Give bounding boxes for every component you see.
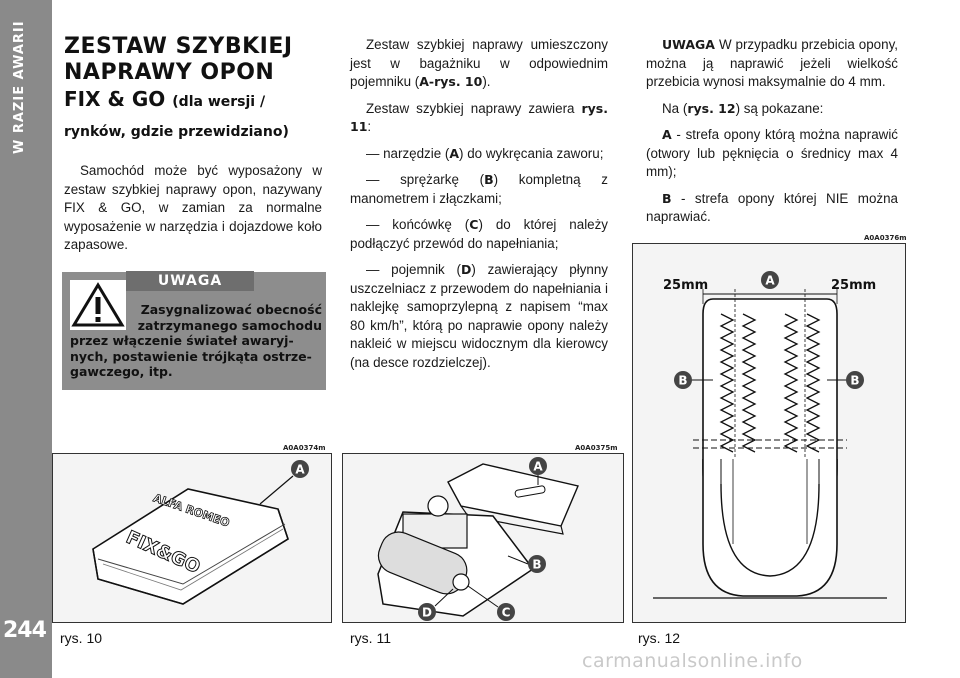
item-a-prefix: — narzędzie ( [366, 145, 450, 161]
fig12-label-b-right: B [850, 373, 860, 388]
fig10-code: A0A0374m [283, 444, 326, 452]
fig11-label-a: A [533, 459, 543, 474]
item-c-prefix: — końcówkę ( [366, 217, 470, 232]
contents-end: : [367, 119, 372, 134]
heading-line2: NAPRAWY OPON [64, 60, 275, 85]
warning-line2: zatrzymanego samochodu [137, 317, 322, 333]
zone-b-description [646, 190, 898, 227]
list-item [350, 261, 608, 372]
figure-12 [632, 243, 906, 623]
page-number: 244 [3, 618, 46, 643]
list-item [350, 171, 608, 208]
watermark: carmanualsonline.info [582, 650, 803, 672]
fig12-code: A0A0376m [864, 234, 907, 242]
intro-paragraph: Samochód może być wyposażony w zestaw szybkiej naprawy opon, nazywany FIX & GO, w zamian za normalne wyposażenie w narzędzia i dojazdowe koło zapasowe. [64, 163, 322, 252]
item-d-text: ) zawierający płynny uszczelniacz z przewodem do napełniania i naklejkę samoprzylepną z napisem “max 80 km/h”, którą po naprawie opony należy nakleić w miejscu widocznym dla kierowcy (na desce rozdzielczej). [350, 262, 608, 370]
heading-product: FIX & GO [64, 87, 166, 111]
warning-line3: przez włączenie świateł awaryj- [70, 333, 294, 348]
contents-paragraph [350, 100, 608, 137]
side-bar [0, 0, 52, 678]
uwaga-text: W przypadku przebicia opony, można ją naprawić jeżeli wielkość przebicia wynosi maksymalnie do 4 mm. [646, 37, 898, 89]
section-heading [64, 34, 334, 143]
zone-a-description [646, 126, 898, 182]
item-b-prefix: — sprężarkę ( [366, 172, 485, 187]
location-text: Zestaw szybkiej naprawy umieszczony jest w bagażniku w odpowiednim pojemniku ( [350, 37, 608, 89]
fig11-label-d: D [422, 605, 432, 620]
fig10-caption: rys. 10 [60, 630, 103, 646]
fig12-intro [646, 100, 898, 119]
uwaga-label: UWAGA [662, 37, 715, 52]
section-title: W RAZIE AWARII [12, 20, 27, 154]
fig11-label-c: C [501, 605, 511, 620]
fig10-label-a: A [295, 462, 305, 477]
fig12-intro-end: ) są pokazane: [735, 100, 824, 116]
warning-box [62, 272, 326, 390]
figure-11 [342, 453, 624, 623]
heading-line4: rynków, gdzie przewidziano) [64, 124, 289, 140]
fig12-intro-text: Na ( [662, 100, 688, 116]
fig10-brand: ALFA ROMEO [151, 491, 232, 530]
fig11-caption: rys. 11 [350, 630, 391, 646]
fig10-ref: A-rys. 10 [419, 74, 483, 89]
zone-b-letter: B [662, 190, 672, 206]
fig11-code: A0A0375m [575, 444, 618, 452]
item-b-text: ) kompletną z manometrem i złączkami; [350, 172, 608, 206]
repair-limits-column [646, 36, 898, 235]
location-paragraph [350, 36, 608, 92]
list-item [350, 145, 608, 164]
warning-line5: gawczego, itp. [70, 364, 173, 379]
item-b-letter: B [484, 172, 494, 187]
item-c-text: ) do której należy podłączyć przewód do napełniania; [350, 217, 609, 251]
fig12-dim-right: 25mm [831, 278, 877, 293]
zone-a-text: - strefa opony którą można naprawić (otwory lub pęknięcia o średnicy max 4 mm); [646, 127, 898, 179]
fig12-drawing [633, 244, 906, 623]
uwaga-paragraph [646, 36, 898, 92]
item-a-letter: A [449, 145, 460, 161]
contents-column [350, 36, 608, 380]
warning-title: UWAGA [126, 271, 254, 291]
warning-line1: Zasygnalizować obecność [140, 302, 322, 317]
list-item [350, 216, 608, 253]
heading-line3 [64, 86, 334, 115]
fig12-caption: rys. 12 [638, 630, 681, 646]
fig11-ref: rys. 11 [350, 100, 608, 134]
heading-line1: ZESTAW SZYBKIEJ [64, 34, 293, 59]
contents-text: Zestaw szybkiej naprawy zawiera [366, 100, 582, 116]
fig11-label-b: B [532, 557, 542, 572]
fig11-drawing [343, 454, 624, 623]
fig10-product: FIX&GO [122, 526, 204, 579]
item-c-letter: C [469, 217, 479, 232]
fig12-label-b-left: B [678, 373, 688, 388]
fig10-drawing [53, 454, 332, 623]
zone-b-text: - strefa opony której NIE można naprawiać. [646, 190, 898, 224]
item-a-text: ) do wykręcania zaworu; [459, 145, 604, 161]
item-d-prefix: — pojemnik ( [366, 262, 461, 277]
fig12-label-a: A [765, 273, 775, 288]
fig12-dim-left: 25mm [663, 278, 709, 293]
zone-a-letter: A [662, 127, 672, 142]
warning-text [70, 302, 322, 380]
heading-suffix: (dla wersji / [172, 94, 266, 110]
fig12-ref: rys. 12 [687, 100, 736, 116]
warning-line4: nych, postawienie trójkąta ostrze- [70, 348, 312, 364]
figure-10 [52, 453, 332, 623]
location-end: ). [482, 74, 491, 89]
item-d-letter: D [460, 262, 472, 277]
